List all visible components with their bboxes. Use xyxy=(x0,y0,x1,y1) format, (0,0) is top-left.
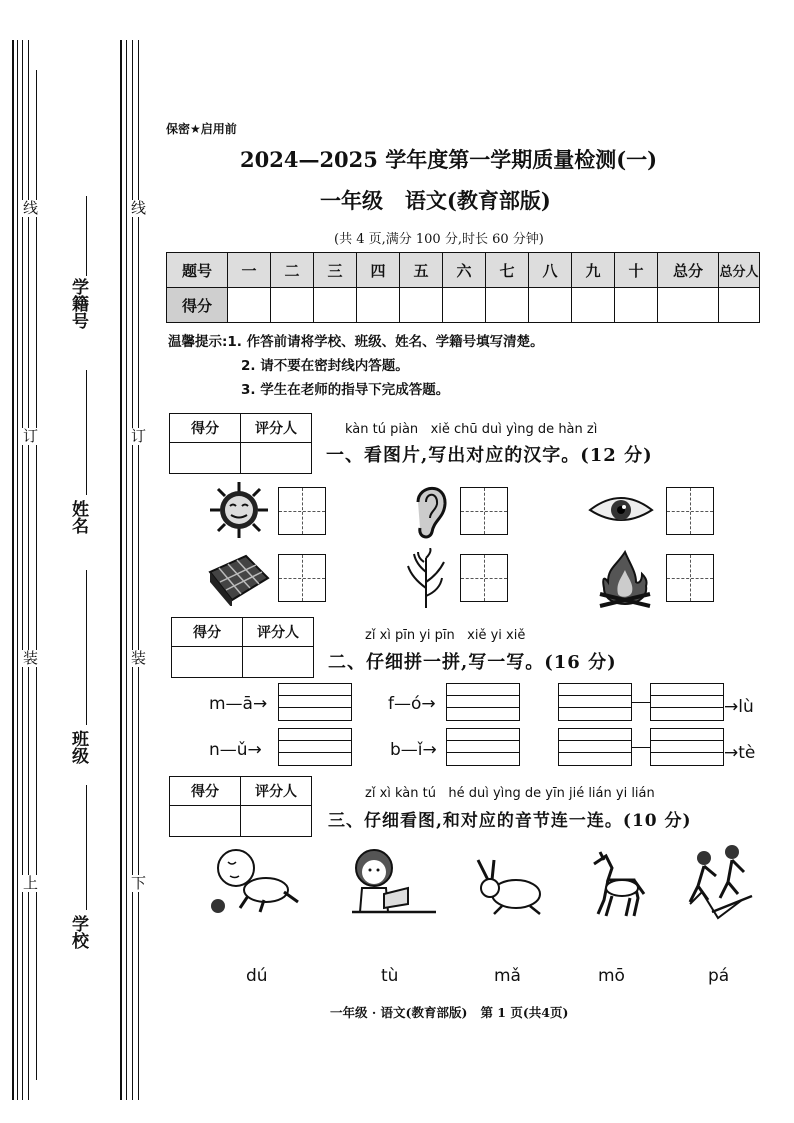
margin-line xyxy=(132,40,133,1100)
q2-answer-line[interactable] xyxy=(650,728,724,766)
q3-syllable[interactable]: mǎ xyxy=(494,966,521,986)
score-table-col: 十 xyxy=(615,253,658,288)
grader-score-cell[interactable] xyxy=(172,647,243,678)
margin-line xyxy=(17,40,18,1100)
sun-icon xyxy=(206,480,272,540)
margin-line xyxy=(12,40,14,1100)
q2-answer-line[interactable] xyxy=(446,683,520,721)
answer-box-fire[interactable] xyxy=(666,554,714,602)
connector xyxy=(632,702,650,703)
student-id-label: 学籍号 xyxy=(68,278,88,329)
score-table-col: 八 xyxy=(529,253,572,288)
tips-block xyxy=(168,330,544,398)
q2-answer-line[interactable] xyxy=(558,728,632,766)
score-table xyxy=(166,252,760,323)
q2-spelling-item: n—ǔ→ xyxy=(209,740,262,760)
grader-score-label: 得分 xyxy=(170,414,241,443)
grader-score-label: 得分 xyxy=(170,777,241,806)
margin-line xyxy=(36,70,37,1080)
q3-pinyin: zǐ xì kàn tú hé duì yìng de yīn jié lián yi lián xyxy=(365,786,655,801)
score-cell[interactable] xyxy=(314,288,357,323)
q2-answer-line[interactable] xyxy=(446,728,520,766)
q3-syllable[interactable]: tù xyxy=(381,966,399,986)
fire-icon xyxy=(594,548,656,610)
grader-score-cell[interactable] xyxy=(170,806,241,837)
tip-item: 3. 学生在老师的指导下完成答题。 xyxy=(241,382,450,398)
q2-pinyin: zǐ xì pīn yi pīn xiě yi xiě xyxy=(365,628,526,643)
score-table-col: 四 xyxy=(357,253,400,288)
q2-end-syllable: →tè xyxy=(724,743,756,763)
tips-label: 温馨提示: xyxy=(168,334,228,350)
score-table-col: 总分人 xyxy=(719,253,760,288)
q2-end-syllable: →lù xyxy=(724,697,754,717)
class-field[interactable] xyxy=(86,570,87,725)
grader-box xyxy=(171,617,314,678)
seal-label-xia: 下 xyxy=(129,875,147,892)
class-label: 班级 xyxy=(68,730,88,764)
grader-name-label: 评分人 xyxy=(241,777,312,806)
answer-box-eye[interactable] xyxy=(666,487,714,535)
seal-label-xian: 线 xyxy=(21,200,39,217)
q2-title: 二、仔细拼一拼,写一写。(16 分) xyxy=(328,652,617,673)
margin-line xyxy=(22,40,23,1100)
q2-answer-line[interactable] xyxy=(278,683,352,721)
connector xyxy=(632,747,650,748)
score-cell[interactable] xyxy=(486,288,529,323)
seal-label-zhuang: 装 xyxy=(129,650,147,667)
score-cell[interactable] xyxy=(529,288,572,323)
page-subtitle: 一年级 语文(教育部版) xyxy=(320,188,551,213)
crawling-baby-icon xyxy=(206,846,306,916)
q3-syllable[interactable]: dú xyxy=(246,966,268,986)
q3-syllable[interactable]: pá xyxy=(708,966,730,986)
score-table-col: 六 xyxy=(443,253,486,288)
rice-plant-icon xyxy=(404,548,448,610)
score-table-col: 五 xyxy=(400,253,443,288)
score-table-col: 九 xyxy=(572,253,615,288)
student-id-field[interactable] xyxy=(86,196,87,276)
grader-score-label: 得分 xyxy=(172,618,243,647)
margin-line xyxy=(28,40,29,1100)
seal-label-xian: 线 xyxy=(129,200,147,217)
name-label: 姓名 xyxy=(68,500,88,534)
score-cell[interactable] xyxy=(719,288,760,323)
grader-name-label: 评分人 xyxy=(241,414,312,443)
eye-icon xyxy=(586,492,656,528)
answer-box-ear[interactable] xyxy=(460,487,508,535)
score-cell[interactable] xyxy=(443,288,486,323)
grader-name-cell[interactable] xyxy=(241,443,312,474)
q3-syllable[interactable]: mō xyxy=(598,966,625,986)
seal-label-ding: 订 xyxy=(129,428,147,445)
seal-label-ding: 订 xyxy=(21,428,39,445)
score-cell[interactable] xyxy=(615,288,658,323)
page-footer: 一年级 · 语文(教育部版) 第 1 页(共4页) xyxy=(330,1005,569,1020)
rabbit-icon xyxy=(472,858,548,918)
score-cell[interactable] xyxy=(658,288,719,323)
confidential-note: 保密★启用前 xyxy=(166,122,237,136)
field-icon xyxy=(206,550,272,606)
score-cell[interactable] xyxy=(357,288,400,323)
q1-title: 一、看图片,写出对应的汉字。(12 分) xyxy=(326,445,653,466)
score-cell[interactable] xyxy=(271,288,314,323)
score-table-col: 三 xyxy=(314,253,357,288)
answer-box-rice[interactable] xyxy=(460,554,508,602)
margin-line xyxy=(120,40,122,1100)
tip-item: 1. 作答前请将学校、班级、姓名、学籍号填写清楚。 xyxy=(227,334,544,350)
q2-spelling-item: b—ǐ→ xyxy=(390,740,437,760)
grader-box xyxy=(169,413,312,474)
horse-icon xyxy=(584,850,646,920)
grader-name-label: 评分人 xyxy=(243,618,314,647)
page-title: 2024—2025 学年度第一学期质量检测(一) xyxy=(240,147,658,172)
school-field[interactable] xyxy=(86,785,87,910)
answer-box-field[interactable] xyxy=(278,554,326,602)
school-label: 学校 xyxy=(68,915,88,949)
score-cell[interactable] xyxy=(572,288,615,323)
score-cell[interactable] xyxy=(400,288,443,323)
seal-label-zhuang: 装 xyxy=(21,650,39,667)
q3-title: 三、仔细看图,和对应的音节连一连。(10 分) xyxy=(328,811,692,831)
q2-spelling-item: f—ó→ xyxy=(388,694,436,714)
score-table-col: 七 xyxy=(486,253,529,288)
name-field[interactable] xyxy=(86,370,87,495)
score-table-col: 总分 xyxy=(658,253,719,288)
margin-line xyxy=(126,40,127,1100)
score-table-row-label: 得分 xyxy=(167,288,228,323)
tip-item: 2. 请不要在密封线内答题。 xyxy=(241,358,409,374)
reading-girl-icon xyxy=(348,846,438,916)
climbing-kids-icon xyxy=(682,842,754,922)
score-cell[interactable] xyxy=(228,288,271,323)
margin-line xyxy=(138,40,139,1100)
ear-icon xyxy=(410,480,450,540)
grader-score-cell[interactable] xyxy=(170,443,241,474)
exam-info: (共 4 页,满分 100 分,时长 60 分钟) xyxy=(334,232,544,247)
q1-pinyin: kàn tú piàn xiě chū duì yìng de hàn zì xyxy=(345,422,598,437)
answer-box-sun[interactable] xyxy=(278,487,326,535)
seal-label-shang: 上 xyxy=(21,875,39,892)
grader-box xyxy=(169,776,312,837)
q2-answer-line[interactable] xyxy=(650,683,724,721)
grader-name-cell[interactable] xyxy=(241,806,312,837)
score-table-col: 一 xyxy=(228,253,271,288)
score-table-header-label: 题号 xyxy=(167,253,228,288)
q2-answer-line[interactable] xyxy=(558,683,632,721)
grader-name-cell[interactable] xyxy=(243,647,314,678)
q2-answer-line[interactable] xyxy=(278,728,352,766)
q2-spelling-item: m—ā→ xyxy=(209,694,268,714)
score-table-col: 二 xyxy=(271,253,314,288)
